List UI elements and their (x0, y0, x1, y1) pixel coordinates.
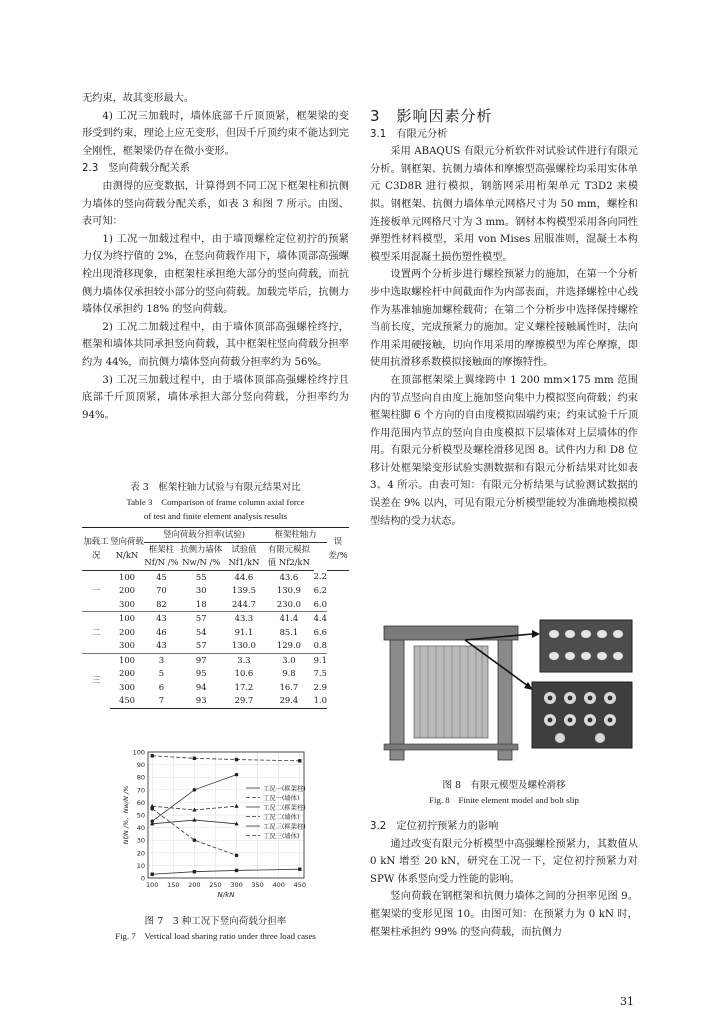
cell-test: 29.7 (224, 694, 265, 708)
table-body (82, 570, 349, 708)
cell-load: 300 (119, 681, 135, 692)
cell-load: 100 (110, 653, 144, 667)
cell-err: 1.0 (314, 694, 327, 708)
cell-load: 100 (119, 571, 135, 582)
cell-err: 6.0 (313, 598, 327, 609)
figure-7-caption-cn: 图 7 3 种工况下竖向荷载分担率 (144, 916, 287, 927)
paragraph: 1) 工况一加载过程中，由于墙顶螺栓定位初拧的预紧力仅为终拧值的 2%，在竖向荷载作用下，墙体顶部高强螺栓出现滑移现象，由框架柱承担绝大部分的竖向荷载，而抗侧力墙体仅承担较小部分的竖向荷载。加载完毕后，抗侧力墙体仅承担约 18% 的竖向荷载。 (82, 233, 349, 316)
cell-fe: 130.9 (276, 585, 301, 595)
y-tick-label: 40 (136, 824, 145, 833)
cell-col: 82 (156, 598, 167, 609)
data-point (298, 867, 301, 870)
header-column-ratio: 框架柱 Nf/N /% (144, 542, 179, 570)
section-heading-3: 3 影响因素分析 (370, 107, 493, 125)
paragraph: 采用 ABAQUS 有限元分析软件对试验试件进行有限元分析。钢框架、抗侧力墙体和摩擦型高强螺栓均采用实体单元 C3D8R 进行模拟，钢筋网采用桁架单元 T3D2 来模拟。钢框架、抗侧力墙体单元网格尺寸为 50 mm，螺栓和连接板单元网格尺寸为 3 mm。钢材本构模型采用各向同性弹塑性材料模型，采用 von Mises 屈服准则，混凝土本构模型采用混凝土损伤塑性模型。 (370, 146, 638, 263)
header-test-value: 试验值 Nf1/kN (224, 542, 265, 570)
header-case: 加载工况 (82, 528, 110, 571)
cell-wall: 18 (195, 598, 207, 609)
cell-test: 91.1 (234, 626, 254, 637)
data-point (298, 759, 301, 762)
legend-label: 工况三(框架柱) (263, 823, 306, 831)
table-row (82, 667, 349, 681)
data-point (235, 758, 238, 761)
table-caption-en: Table 3 Comparison of frame column axial force (126, 497, 305, 507)
figure-8-caption-cn: 图 8 有限元模型及螺栓滑移 (442, 780, 566, 791)
cell-fe: 85.1 (279, 626, 299, 637)
legend-label: 工况一(框架柱) (263, 785, 306, 793)
cell-col: 3 (144, 653, 179, 667)
figure-7-caption-en: Fig. 7 Vertical load sharing ratio under three load cases (115, 931, 316, 941)
x-tick-label: 100 (146, 881, 159, 889)
cell-load: 100 (110, 612, 144, 626)
cell-col: 45 (156, 571, 167, 582)
cell-wall: 54 (195, 626, 207, 637)
cell-fe: 9.8 (282, 668, 296, 678)
cell-wall: 94 (195, 681, 207, 692)
cell-test: 244.7 (231, 598, 256, 609)
cell-err: 7.5 (313, 668, 327, 678)
cell-fe: 43.6 (279, 571, 299, 582)
table-row (82, 584, 349, 598)
cell-fe: 3.0 (264, 653, 313, 667)
y-tick-label: 100 (132, 748, 145, 757)
cell-case: 三 (82, 653, 110, 708)
section-heading-3-2: 3.2 定位初拧预紧力的影响 (370, 821, 499, 832)
cell-wall: 55 (195, 571, 207, 582)
cell-test: 3.3 (224, 653, 265, 667)
cell-fe: 41.4 (264, 612, 313, 626)
x-tick-label: 150 (167, 881, 180, 889)
data-point (235, 773, 239, 777)
paragraph: 4) 工况三加载时，墙体底部千斤顶顶紧，框架梁的变形受到约束，理论上应无变形，但因千斤顶约束不能达到完全刚性，框架梁仍存在微小变形。 (82, 110, 349, 157)
header-load: 竖向荷载 N/kN (110, 528, 144, 571)
y-tick-label: 70 (136, 786, 145, 795)
cell-wall: 30 (195, 585, 207, 595)
figure-7-chart (82, 748, 349, 908)
cell-wall: 97 (179, 653, 224, 667)
cell-fe: 129.0 (276, 640, 301, 650)
paragraph: 由测得的应变数据，计算得到不同工况下框架柱和抗侧力墙体的竖向荷载分配关系，如表 3 和图 7 所示。由图、表可知： (82, 180, 349, 228)
cell-col: 6 (158, 681, 165, 692)
cell-load: 200 (119, 585, 135, 595)
cell-col: 43 (156, 640, 167, 650)
cell-wall: 57 (195, 640, 207, 650)
table-row (82, 612, 349, 626)
figure-8 (370, 616, 638, 807)
x-tick-label: 250 (209, 881, 222, 889)
cell-err: 2.2 (313, 571, 327, 582)
header-group-axial: 框架柱轴力 (264, 528, 327, 543)
paragraph: 无约束，故其变形最大。 (82, 93, 195, 104)
cell-col: 5 (158, 668, 165, 678)
table-3-block (82, 480, 349, 709)
legend-label: 工况二(墙体) (263, 814, 300, 821)
data-point (193, 757, 196, 760)
data-point (150, 804, 154, 808)
fe-model-image (370, 616, 638, 764)
y-axis-label: Nf/N /%，Nw/N /% (122, 785, 130, 845)
cell-col: 7 (144, 694, 179, 708)
y-tick-label: 50 (136, 811, 145, 820)
table-caption-cn: 表 3 框架柱轴力试验与有限元结果对比 (130, 482, 301, 493)
series-line (152, 756, 300, 761)
x-tick-label: 400 (272, 881, 285, 889)
y-tick-label: 30 (136, 836, 145, 845)
paragraph: 2) 工况二加载过程中，由于墙体顶部高强螺栓终拧，框架和墙体共同承担竖向荷载，其中框架柱竖向荷载分担率约为 44%，而抗侧力墙体竖向荷载分担率约为 56%。 (82, 321, 349, 368)
paragraph: 在顶部框架梁上翼缘跨中 1 200 mm×175 mm 范围内的节点竖向自由度上施加竖向集中力模拟竖向荷载；约束框架柱脚 6 个方向的自由度模拟固端约束；约束试验千斤顶作用范围内节点的竖向自由度模拟下层墙体对上层墙体的作用。有限元分析模型及螺栓滑移见图 8。试件内力和 D8 位移计处框架梁变形试验实测数据和有限元分析结果对比如表 3、4 所示。由表可知：有限元分析结果与试验测试数据的误差在 9% 以内，可见有限元分析模型能较为准确地模拟模型结构的受力状态。 (370, 374, 638, 527)
cell-test: 130.0 (231, 640, 256, 650)
right-column-lower (370, 818, 638, 941)
series-line (152, 869, 300, 874)
cell-err: 2.9 (313, 681, 327, 692)
y-tick-label: 80 (136, 773, 145, 782)
x-tick-label: 200 (188, 881, 201, 889)
y-tick-label: 20 (136, 849, 145, 858)
right-column-upper (370, 108, 638, 530)
figure-8-caption-en: Fig. 8 Finite element model and bolt slip (429, 795, 579, 805)
data-point (151, 873, 154, 876)
x-tick-label: 450 (293, 881, 306, 889)
data-point (192, 818, 196, 822)
cell-test: 17.2 (234, 681, 254, 692)
paragraph: 通过改变有限元分析模型中高强螺栓预紧力，其数值从 0 kN 增至 20 kN，研究在工况一下，定位初拧预紧力对 SPW 体系竖向受力性能的影响。 (370, 838, 638, 885)
paragraph: 设置两个分析步进行螺栓预紧力的施加，在第一个分析步中选取螺栓杆中间截面作为内部表面，并选择螺栓中心线作为基准轴施加螺栓载荷；在第二个分析步中选择保持螺栓当前长度，完成预紧力的施加。定义螺栓接触属性时，法向作用采用硬接触，切向作用采用的摩擦模型为库仑摩擦，即使用抗滑移系数模拟接触面的摩擦特性。 (370, 269, 638, 369)
table-3 (82, 527, 349, 709)
header-error: 误差/% (327, 528, 349, 571)
cell-test: 43.3 (224, 612, 265, 626)
cell-fe: 16.7 (279, 681, 299, 692)
cell-wall: 95 (195, 668, 207, 678)
y-tick-label: 0 (140, 874, 145, 883)
cell-wall: 57 (179, 612, 224, 626)
section-heading-2-3: 2.3 竖向荷载分配关系 (82, 163, 190, 175)
data-point (193, 788, 197, 792)
data-point (193, 870, 196, 873)
y-tick-label: 90 (136, 761, 145, 770)
page-number: 31 (620, 995, 634, 1008)
x-tick-label: 350 (251, 881, 264, 889)
table-row (82, 653, 349, 667)
header-group-sharing: 竖向荷载分担率(试验) (144, 528, 264, 543)
x-axis-label: N/kN (217, 891, 235, 899)
table-row (82, 694, 349, 708)
cell-load: 300 (119, 598, 135, 609)
cell-load: 200 (119, 626, 135, 637)
cell-case: 一 (91, 585, 101, 595)
legend-label: 工况二(框架柱) (263, 804, 306, 812)
cell-test: 44.6 (234, 571, 254, 582)
section-heading-3-1: 3.1 有限元分析 (370, 128, 448, 140)
table-row (82, 639, 349, 653)
y-tick-label: 60 (136, 798, 145, 807)
legend-label: 工况三(墙体) (263, 833, 300, 840)
data-point (235, 854, 239, 858)
cell-err: 6.2 (313, 585, 327, 595)
legend-label: 工况一(墙体) (263, 795, 300, 802)
data-point (234, 804, 238, 808)
cell-err: 9.1 (314, 653, 327, 667)
cell-test: 10.6 (234, 668, 254, 678)
cell-err: 4.4 (314, 612, 327, 626)
cell-err: 0.8 (313, 640, 327, 650)
x-tick-label: 300 (230, 881, 243, 889)
cell-load: 450 (110, 694, 144, 708)
cell-err: 6.6 (313, 626, 327, 637)
paragraph: 3) 工况三加载过程中，由于墙体顶部高强螺栓终拧且底部千斤顶顶紧，墙体承担大部分竖向荷载，分担率约为 94%。 (82, 374, 349, 421)
header-fe-value: 有限元模拟值 Nf2/kN (264, 542, 313, 570)
table-row (82, 598, 349, 612)
data-point (235, 869, 238, 872)
cell-wall: 93 (179, 694, 224, 708)
cell-col: 43 (144, 612, 179, 626)
table-caption-en: of test and finite element analysis results (143, 511, 288, 521)
cell-fe: 29.4 (264, 694, 313, 708)
data-point (193, 838, 197, 842)
cell-test: 139.5 (231, 585, 256, 595)
cell-load: 300 (119, 640, 135, 650)
table-row (82, 626, 349, 640)
cell-load: 200 (119, 668, 135, 678)
figure-7 (82, 748, 349, 941)
cell-case: 二 (82, 612, 110, 654)
table-row (82, 570, 349, 584)
y-tick-label: 10 (136, 861, 145, 870)
cell-col: 46 (156, 626, 167, 637)
left-column (82, 90, 349, 424)
table-row (82, 681, 349, 695)
cell-fe: 230.0 (276, 598, 301, 609)
data-point (151, 754, 154, 757)
cell-col: 70 (156, 585, 167, 595)
header-wall-ratio: 抗侧力墙体 Nw/N /% (179, 542, 224, 570)
paragraph: 竖向荷载在钢框架和抗侧力墙体之间的分担率见图 9。框架梁的变形见图 10。由图可知：在预紧力为 0 kN 时，框架柱承担约 99% 的竖向荷载，而抗侧力 (370, 891, 638, 938)
